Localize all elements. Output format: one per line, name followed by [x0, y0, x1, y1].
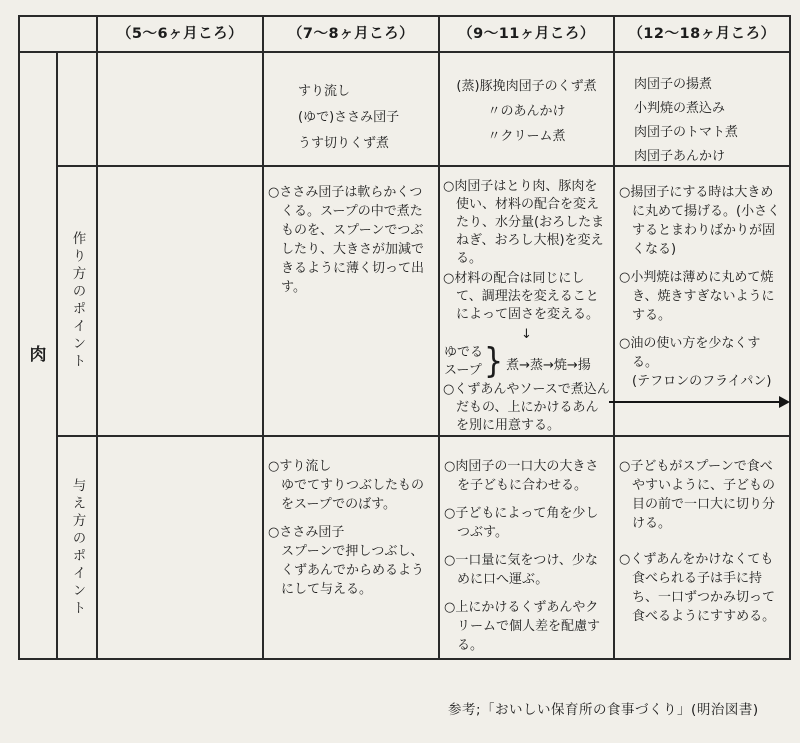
meat-weaning-food-table — [18, 15, 791, 660]
right-arrow-head — [779, 396, 790, 408]
making-bullet: ○油の使い方を少なくする。 — [619, 336, 761, 370]
making-cell-12-18 — [615, 167, 789, 437]
making-cell-7-8 — [264, 167, 440, 437]
making-bullet: ○材料の配合は同じにして、調理法を変えることによって固さを変える。 — [443, 271, 600, 322]
reference-note: 参考;「おいしい保育所の食事づくり」(明治図書) — [448, 702, 759, 718]
header-blank-cell — [20, 17, 98, 53]
feeding-cell-12-18 — [615, 437, 789, 658]
menu-item: すり流し — [298, 84, 351, 99]
feeding-item-body: ゆでてすりつぶしたものをスープでのばす。 — [281, 478, 425, 512]
feeding-bullet: ○子どもによって角を少しつぶす。 — [444, 506, 599, 540]
menu-item: (ゆで)ささみ団子 — [298, 110, 400, 125]
brace-icon: } — [484, 341, 504, 382]
feeding-bullet: ○一口量に気をつけ、少なめに口へ運ぶ。 — [444, 553, 598, 587]
header-age-9-11: （9～11ヶ月ころ） — [440, 17, 615, 53]
feeding-cell-7-8 — [264, 437, 440, 658]
method-sequence: 煮→蒸→焼→揚 — [506, 358, 591, 373]
making-bullet: ○小判焼は薄めに丸めて焼き、焼きすぎないようにする。 — [619, 270, 775, 323]
making-bullet: ○揚団子にする時は大きめに丸めて揚げる。(小さくするとまわりばかりが固くなる) — [619, 185, 781, 257]
feeding-bullet: ○くずあんをかけなくても食べられる子は手に持ち、一口ずつかみ切って食べるようにすすめる。 — [619, 552, 776, 624]
making-points-vertical-label: 作り方のポイント — [69, 231, 86, 371]
menu-item: 小判焼の煮込み — [634, 101, 726, 116]
feeding-item-body: スプーンで押しつぶし、くずあんでからめるようにして与える。 — [281, 544, 425, 597]
method-line: スープ — [444, 363, 482, 378]
header-age-12-18: （12～18ヶ月ころ） — [615, 17, 789, 53]
header-age-5-6: （5～6ヶ月ころ） — [98, 17, 264, 53]
menu-item: 〃クリーム煮 — [487, 129, 566, 144]
making-bullet-note: (テフロンのフライパン) — [632, 374, 772, 389]
making-cell-9-11 — [440, 167, 615, 437]
row-label-feeding-points — [58, 437, 98, 658]
meat-label: 肉 — [29, 345, 47, 365]
menu-item: 肉団子の揚煮 — [634, 77, 713, 92]
feeding-bullet: ○上にかけるくずあんやクリームで個人差を配慮する。 — [444, 600, 601, 653]
making-bullet: ○ささみ団子は軟らかくつくる。スープの中で煮たものを、スプーンでつぶしたり、大きさが加減できるように薄く切って出す。 — [268, 185, 425, 295]
feeding-cell-9-11 — [440, 437, 615, 658]
menu-item: 肉団子のトマト煮 — [634, 125, 739, 140]
row-label-making-points — [58, 167, 98, 437]
cooking-method-diagram — [444, 341, 610, 382]
header-age-7-8: （7～8ヶ月ころ） — [264, 17, 440, 53]
menu-cell-7-8 — [264, 53, 440, 167]
right-arrow-icon — [609, 401, 779, 403]
row-group-label-meat — [20, 53, 58, 658]
down-arrow-icon: ↓ — [521, 327, 532, 342]
feeding-bullet: ○子どもがスプーンで食べやすいように、子どもの目の前で一口大に切り分ける。 — [619, 459, 776, 531]
feeding-bullet: ○肉団子の一口大の大きさを子どもに合わせる。 — [444, 459, 599, 493]
making-bullet: ○肉団子はとり肉、豚肉を使い、材料の配合を変えたり、水分量(おろしたまねぎ、おろし大根)を変える。 — [443, 179, 605, 266]
menu-item: (蒸)豚挽肉団子のくず煮 — [456, 79, 597, 94]
feeding-points-vertical-label: 与え方のポイント — [69, 477, 86, 618]
menu-cell-12-18 — [615, 53, 789, 167]
method-left-lines — [444, 344, 483, 380]
method-line: ゆでる — [444, 345, 484, 360]
menu-cell-9-11 — [440, 53, 615, 167]
making-cell-5-6-empty — [98, 167, 264, 437]
feeding-item-title: ○すり流し — [268, 459, 332, 474]
feeding-cell-5-6-empty — [98, 437, 264, 658]
feeding-item-title: ○ささみ団子 — [268, 525, 345, 540]
menu-cell-5-6-empty — [98, 53, 264, 167]
menu-item: 肉団子あんかけ — [634, 149, 726, 164]
menu-item: 〃のあんかけ — [487, 104, 566, 119]
menu-item: うす切りくず煮 — [298, 136, 390, 151]
sublabel-blank-cell — [58, 53, 98, 167]
making-bullet: ○くずあんやソースで煮込んだもの、上にかけるあんを別に用意する。 — [443, 382, 610, 433]
